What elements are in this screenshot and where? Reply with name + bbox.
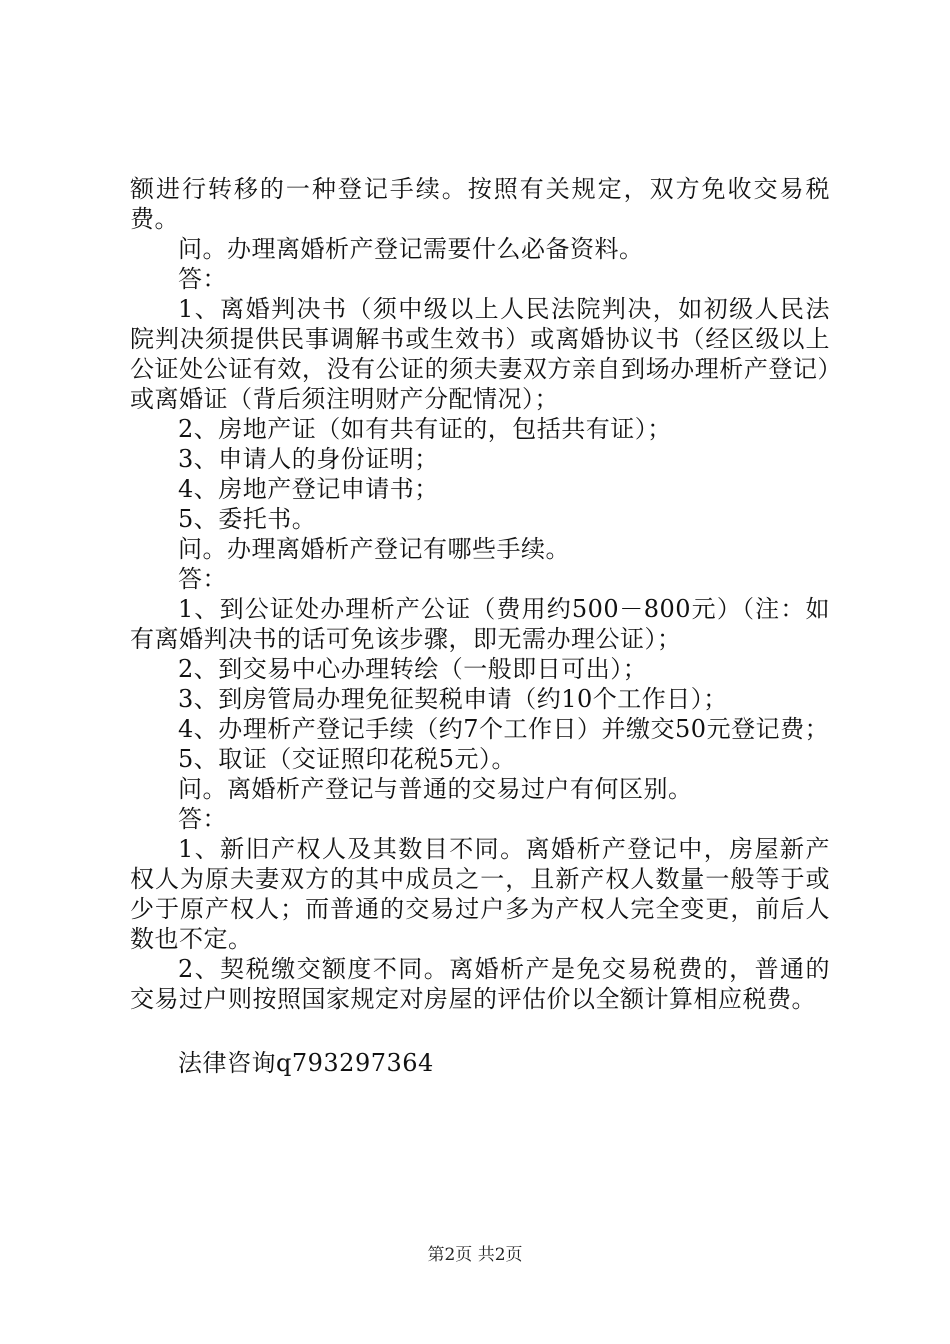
document-body — [130, 174, 830, 1078]
page-number: 第2页 共2页 — [427, 1245, 523, 1265]
answer-1-item-1: 1、离婚判决书（须中级以上人民法院判决，如初级人民法院判决须提供民事调解书或生效书）或离婚协议书（经区级以上公证处公证有效，没有公证的须夫妻双方亲自到场办理析产登记）或离婚证（背后须注明财产分配情况）； — [130, 295, 830, 413]
answer-1-item-5: 5、委托书。 — [178, 505, 317, 533]
answer-2-item-1: 1、到公证处办理析产公证（费用约500－800元）（注：如有离婚判决书的话可免该步骤，即无需办理公证）； — [130, 595, 830, 653]
paragraph-continuation: 额进行转移的一种登记手续。按照有关规定，双方免收交易税费。 — [130, 175, 830, 233]
answer-label-1: 答： — [178, 265, 227, 293]
contact-line: 法律咨询q793297364 — [178, 1049, 434, 1077]
answer-label-2: 答： — [178, 565, 227, 593]
question-1: 问。办理离婚析产登记需要什么必备资料。 — [178, 235, 644, 263]
answer-2-item-5: 5、取证（交证照印花税5元）。 — [178, 745, 517, 773]
question-2: 问。办理离婚析产登记有哪些手续。 — [178, 535, 570, 563]
answer-2-item-3: 3、到房管局办理免征契税申请（约10个工作日）； — [178, 685, 728, 713]
answer-label-3: 答： — [178, 805, 227, 833]
answer-1-item-2: 2、房地产证（如有共有证的，包括共有证）； — [178, 415, 672, 443]
answer-2-item-4: 4、办理析产登记手续（约7个工作日）并缴交50元登记费； — [178, 715, 830, 743]
answer-1-item-3: 3、申请人的身份证明； — [178, 445, 439, 473]
answer-3-item-1: 1、新旧产权人及其数目不同。离婚析产登记中，房屋新产权人为原夫妻双方的其中成员之一，且新产权人数量一般等于或少于原产权人；而普通的交易过户多为产权人完全变更，前后人数也不定。 — [130, 835, 830, 953]
question-3: 问。离婚析产登记与普通的交易过户有何区别。 — [178, 775, 693, 803]
answer-2-item-2: 2、到交易中心办理转绘（一般即日可出）； — [178, 655, 648, 683]
answer-3-item-2: 2、契税缴交额度不同。离婚析产是免交易税费的，普通的交易过户则按照国家规定对房屋的评估价以全额计算相应税费。 — [130, 955, 830, 1013]
answer-1-item-4: 4、房地产登记申请书； — [178, 475, 439, 503]
